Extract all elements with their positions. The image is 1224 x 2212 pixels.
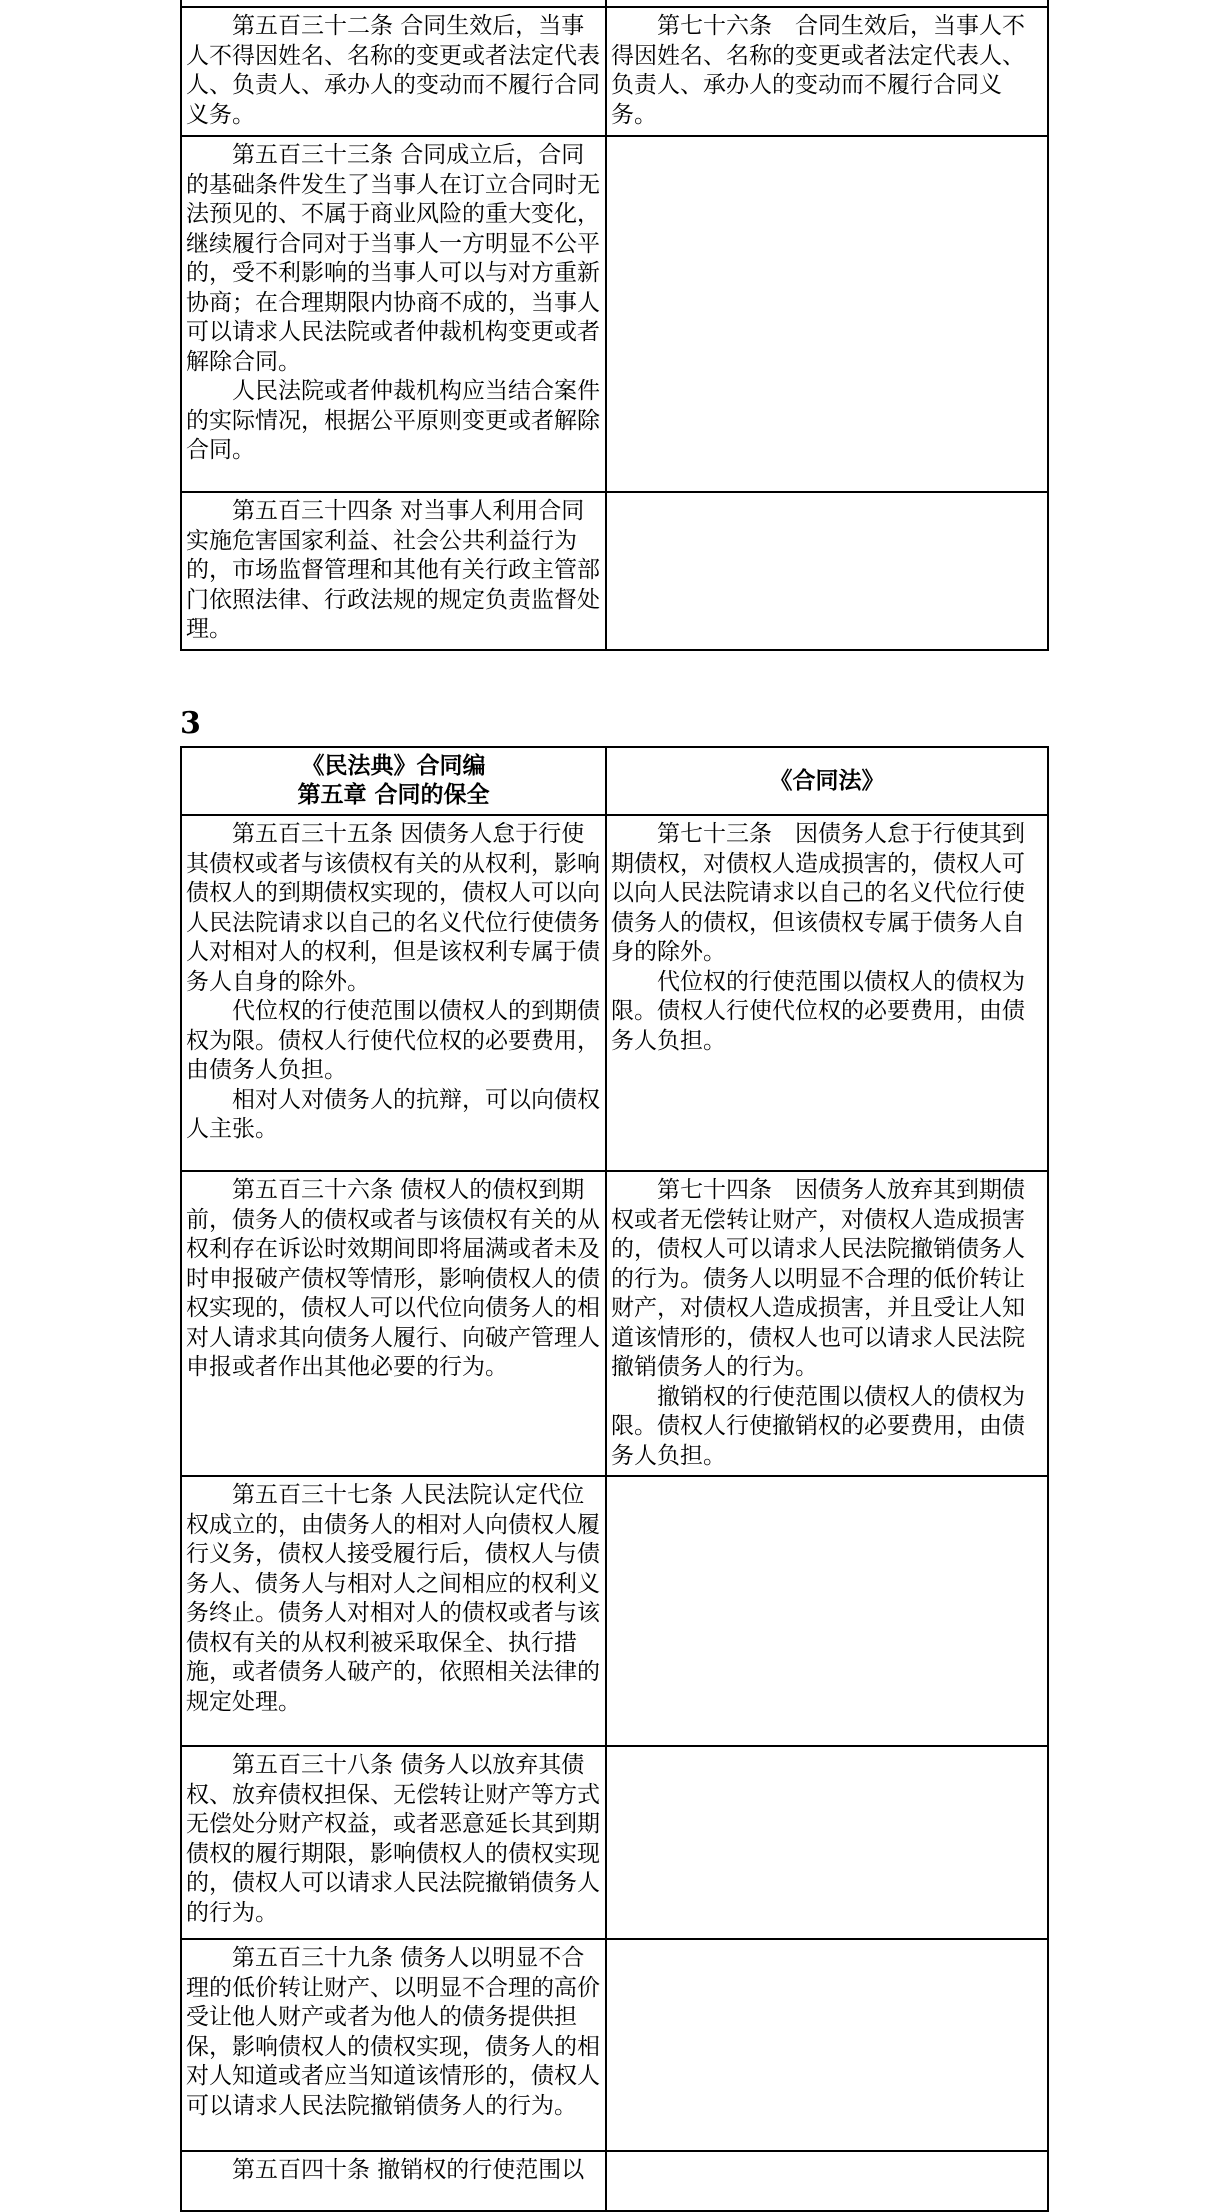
header-civil-code xyxy=(181,747,606,815)
comparison-table-continued xyxy=(180,0,1049,651)
article-paragraph: 第五百三十九条 债务人以明显不合理的低价转让财产、以明显不合理的高价受让他人财产或者为他人的债务提供担保，影响债权人的债权实现，债务人的相对人知道或者应当知道该情形的，债权人可以请求人民法院撤销债务人的行为。 xyxy=(186,1945,600,2119)
article-paragraph: 代位权的行使范围以债权人的债权为限。债权人行使代位权的必要费用，由债务人负担。 xyxy=(611,968,1025,1054)
table-cell-right-empty xyxy=(606,2151,1048,2211)
table-cell-right-empty xyxy=(606,136,1048,492)
article-paragraph: 第五百三十四条 对当事人利用合同实施危害国家利益、社会公共利益行为的，市场监督管理和其他有关行政主管部门依照法律、行政法规的规定负责监督处理。 xyxy=(186,498,600,642)
article-paragraph: 第五百三十七条 人民法院认定代位权成立的，由债务人的相对人向债权人履行义务，债权人接受履行后，债权人与债务人、债务人与相对人之间相应的权利义务终止。债务人对相对人的债权或者与该债权有关的从权利被采取保全、执行措施，或者债务人破产的，依照相关法律的规定处理。 xyxy=(186,1482,600,1715)
table-cell-left xyxy=(181,1746,606,1939)
table-cell-left xyxy=(181,1939,606,2151)
article-paragraph: 第五百三十二条 合同生效后，当事人不得因姓名、名称的变更或者法定代表人、负责人、承办人的变动而不履行合同义务。 xyxy=(186,13,600,128)
table-cell-left xyxy=(181,1476,606,1746)
table-row xyxy=(181,136,1048,492)
table-row xyxy=(181,1476,1048,1746)
table-cell-left xyxy=(181,136,606,492)
table-cell-right xyxy=(606,815,1048,1171)
comparison-table xyxy=(180,746,1049,2212)
article-paragraph: 第五百三十八条 债务人以放弃其债权、放弃债权担保、无偿转让财产等方式无偿处分财产权益，或者恶意延长其到期债权的履行期限，影响债权人的债权实现的，债权人可以请求人民法院撤销债务人的行为。 xyxy=(186,1752,600,1926)
table-row-partial xyxy=(181,2151,1048,2211)
article-paragraph: 第五百四十条 撤销权的行使范围以 xyxy=(232,2157,585,2183)
header-chapter-title: 第五章 合同的保全 xyxy=(297,782,490,808)
table-cell-left xyxy=(181,2151,606,2211)
article-paragraph: 第七十三条 因债务人怠于行使其到期债权，对债权人造成损害的，债权人可以向人民法院请求以自己的名义代位行使债务人的债权，但该债权专属于债务人自身的除外。 xyxy=(611,821,1025,965)
table-cell-left xyxy=(181,815,606,1171)
article-paragraph: 第七十六条 合同生效后，当事人不得因姓名、名称的变更或者法定代表人、负责人、承办人的变动而不履行合同义务。 xyxy=(611,13,1025,128)
table-row xyxy=(181,815,1048,1171)
table-row-cut xyxy=(181,0,1048,7)
table-cell-right xyxy=(606,1171,1048,1476)
table-cell-left xyxy=(181,1171,606,1476)
table-row xyxy=(181,1171,1048,1476)
header-contract-law: 《合同法》 xyxy=(606,747,1048,815)
table-cell-right-empty xyxy=(606,1939,1048,2151)
article-paragraph: 撤销权的行使范围以债权人的债权为限。债权人行使撤销权的必要费用，由债务人负担。 xyxy=(611,1383,1025,1469)
table-cell-right xyxy=(606,0,1048,7)
table-cell-left xyxy=(181,492,606,650)
table-cell-right-empty xyxy=(606,492,1048,650)
article-paragraph: 第五百三十三条 合同成立后，合同的基础条件发生了当事人在订立合同时无法预见的、不属于商业风险的重大变化，继续履行合同对于当事人一方明显不公平的，受不利影响的当事人可以与对方重新协商；在合理期限内协商不成的，当事人可以请求人民法院或者仲裁机构变更或者解除合同。 xyxy=(186,142,600,375)
table-row xyxy=(181,1939,1048,2151)
table-cell-right-empty xyxy=(606,1476,1048,1746)
table-cell-right xyxy=(606,7,1048,136)
article-paragraph: 相对人对债务人的抗辩，可以向债权人主张。 xyxy=(186,1086,600,1142)
article-paragraph: 第五百三十五条 因债务人怠于行使其债权或者与该债权有关的从权利，影响债权人的到期债权实现的，债权人可以向人民法院请求以自己的名义代位行使债务人对相对人的权利，但是该权利专属于债务人自身的除外。 xyxy=(186,821,600,995)
table-row xyxy=(181,1746,1048,1939)
section-number: 3 xyxy=(180,706,201,741)
article-paragraph: 第七十四条 因债务人放弃其到期债权或者无偿转让财产，对债权人造成损害的，债权人可以请求人民法院撤销债务人的行为。债务人以明显不合理的低价转让财产，对债权人造成损害，并且受让人知道该情形的，债权人也可以请求人民法院撤销债务人的行为。 xyxy=(611,1177,1025,1380)
table-row xyxy=(181,7,1048,136)
article-paragraph: 代位权的行使范围以债权人的到期债权为限。债权人行使代位权的必要费用，由债务人负担。 xyxy=(186,998,600,1083)
article-paragraph: 人民法院或者仲裁机构应当结合案件的实际情况，根据公平原则变更或者解除合同。 xyxy=(186,378,600,463)
article-paragraph: 第五百三十六条 债权人的债权到期前，债务人的债权或者与该债权有关的从权利存在诉讼时效期间即将届满或者未及时申报破产债权等情形，影响债权人的债权实现的，债权人可以代位向债务人的相对人请求其向债务人履行、向破产管理人申报或者作出其他必要的行为。 xyxy=(186,1177,600,1380)
table-cell-left xyxy=(181,0,606,7)
header-civil-code-title: 《民法典》合同编 xyxy=(301,753,486,779)
table-row xyxy=(181,492,1048,650)
table-cell-right-empty xyxy=(606,1746,1048,1939)
table-header-row xyxy=(181,747,1048,815)
table-cell-left xyxy=(181,7,606,136)
